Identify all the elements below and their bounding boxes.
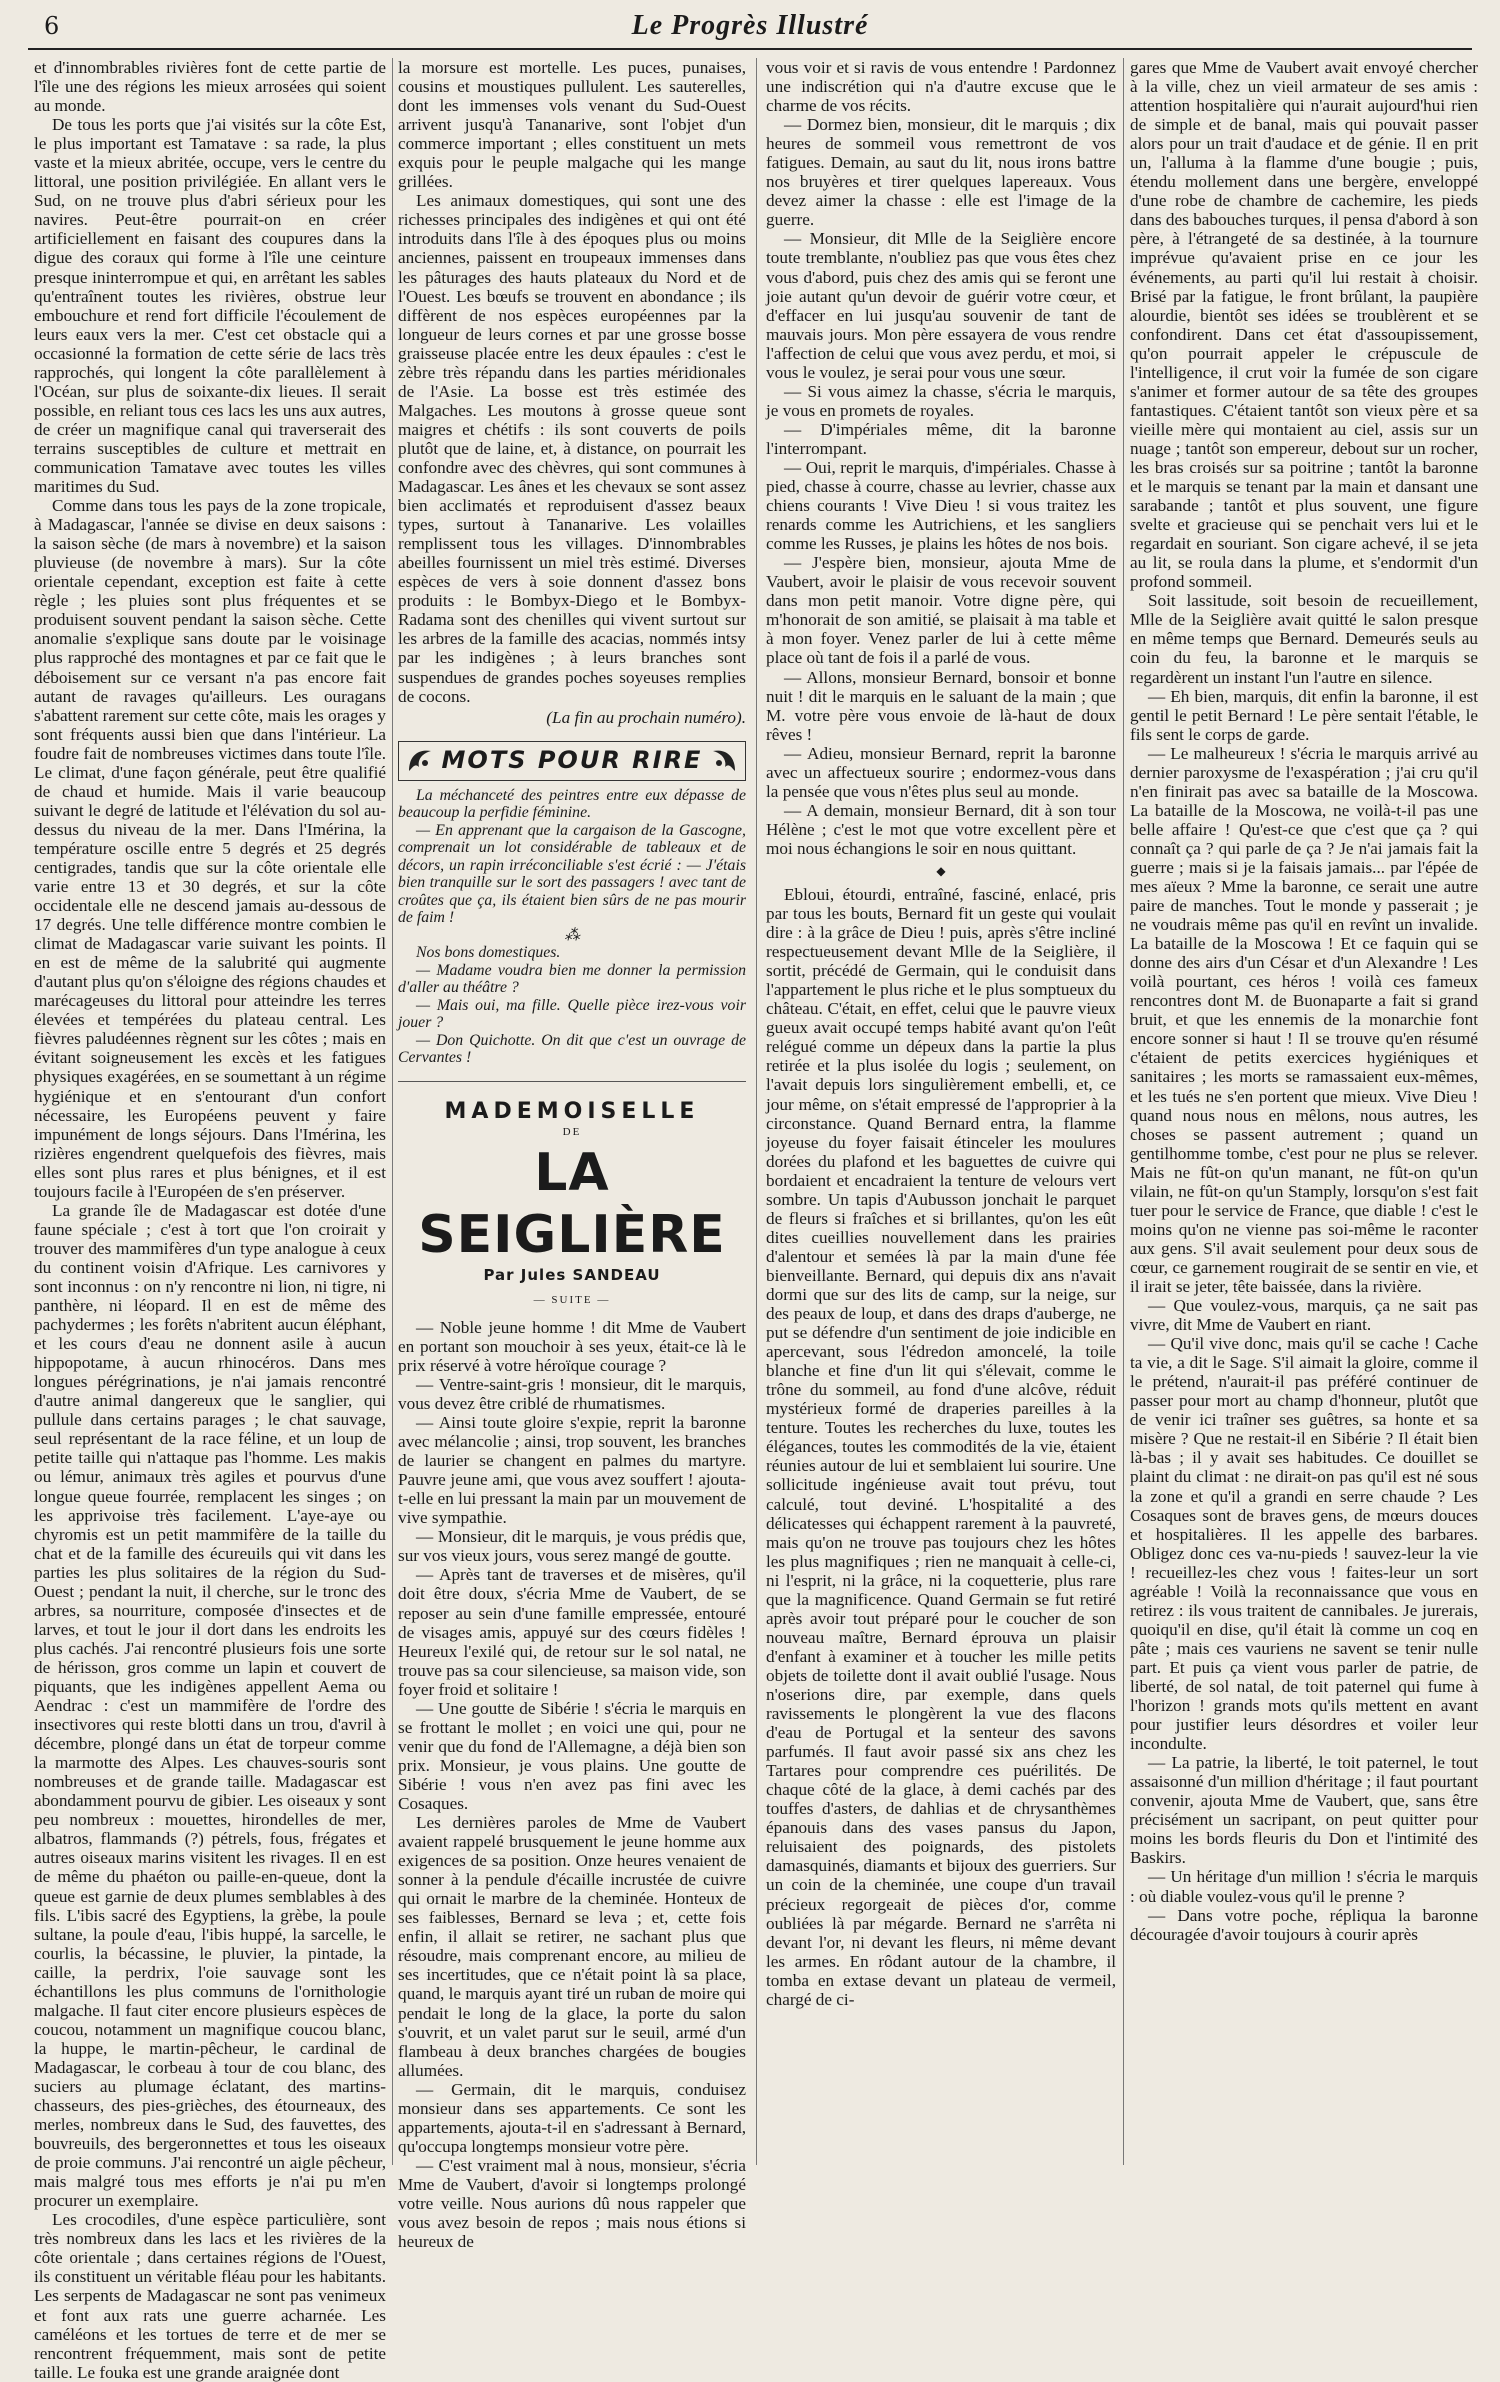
- column-4: [1130, 58, 1478, 2165]
- paragraph: — Monsieur, dit Mlle de la Seiglière encore toute tremblante, n'oubliez pas que vous êtes chez vous d'abord, puis chez des amis qui se feront une joie autant qu'un devoir de guérir votre cœur, et d'effacer en lui jusqu'au souvenir de tant de mauvais jours. Mon père essayera de vous rendre l'affection de celui que vous avez perdu, et moi, si vous le voulez, je serai pour vous une sœur.: [766, 229, 1116, 382]
- paragraph: — Ainsi toute gloire s'expie, reprit la baronne avec mélancolie ; ainsi, trop souvent, les branches de laurier se changent en palmes du martyre. Pauvre jeune ami, que vous avez souffert ! ajouta-t-elle en lui pressant la main par un mouvement de vive sympathie.: [398, 1413, 746, 1528]
- newspaper-masthead: Le Progrès Illustré: [631, 10, 869, 41]
- feuilleton-suite: — SUITE —: [533, 1293, 611, 1306]
- paragraph: — J'espère bien, monsieur, ajouta Mme de Vaubert, avoir le plaisir de vous recevoir souvent dans mon petit manoir. Votre digne père, qui m'honorait de son amitié, se plaisait à ma table et à mon foyer. Venez parler de lui à cette même place où tant de fois il a parlé de vous.: [766, 553, 1116, 668]
- column-divider: [756, 58, 757, 2165]
- paragraph: Ebloui, étourdi, entraîné, fasciné, enlacé, pris par tous les bouts, Bernard fit un geste qui voulait dire : à la grâce de Dieu ! puis, après s'être incliné respectueusement devant Mlle de la Seiglière, il sortit, précédé de Germain, qui le conduisit dans l'appartement le plus riche et le plus somptueux du château. C'était, en effet, celui que le pauvre vieux gueux avait occupé temps habité avant qu'on l'eût relégué comme un dépeux dans la partie la plus retirée et la plus isolée du logis ; seulement, on l'avait depuis lors singulièrement embelli, et, ce jour même, on s'était empressé de l'approprier à la circonstance. Quand Bernard entra, la flamme joyeuse du foyer faisait étinceler les moulures dorées du plafond et les baguettes de cuivre qui bordaient et encadraient la tenture de velours vert sombre. Un tapis d'Aubusson jonchait le parquet de fleurs si fraîches et si brillantes, qu'on les eût dites cueillies nouvellement dans les prairies d'alentour et semées là par la main d'une fée bienveillante. Bernard, qui depuis dix ans n'avait dormi que sur des lits de camp, sur la neige, sur des peaux de loup, et dans des draps d'auberge, ne put se défendre d'un sentiment de joie indicible en apercevant, sous l'édredon amoncelé, la toile blanche et fine d'un lit qui s'élevait, comme le trône du sommeil, au fond d'une alcôve, réduit mystérieux formé de draperies pareilles à la tenture. Toutes les recherches du luxe, toutes les élégances, toutes les commodités de la vie, étaient réunies autour de lui et semblaient lui sourire. Une sollicitude ingénieuse avait tout prévu, tout calculé, tout deviné. L'hospitalité a des délicatesses qui échappent rarement à la pauvreté, mais qu'on ne trouve pas toujours chez les hôtes les plus magnifiques ; rien ne manquait à celle-ci, ni l'esprit, ni la grâce, ni la coquetterie, plus rare que la magnificence. Quand Germain se fut retiré après avoir tout préparé pour le coucher de son nouveau maître, Bernard éprouva un plaisir d'enfant à examiner et à toucher les mille petits objets de toilette dont il avait oublié l'usage. Nous n'oserions dire, par exemple, dans quels ravissements le plongèrent la vue des flacons d'eau de Portugal et la senteur des savons parfumés. Il faut avoir passé six ans chez les Tartares pour comprendre ces puérilités. De chaque côté de la glace, à demi cachés par des touffes d'asters, de dahlias et de chrysanthèmes épanouis dans des vases pansus du Japon, reluisaient des poignards, des pistolets damasquinés, diamants et bijoux des guerriers. Sur un coin de la cheminée, une coupe d'un travail précieux regorgeait de pièces d'or, comme oubliées là par mégarde. Bernard ne s'arrêta ni devant l'or, ni devant les fleurs, ni même devant les armes. En rôdant autour de la chambre, il tomba en extase devant un plateau de vermeil, chargé de ci-: [766, 885, 1116, 2009]
- joke-text: Nos bons domestiques.: [416, 944, 561, 962]
- paragraph: De tous les ports que j'ai visités sur la côte Est, le plus important est Tamatave : sa rade, la plus vaste et la mieux abritée, occupe, vers le centre du littoral, une position privilégiée. En allant vers le Sud, on ne trouve plus d'abri sérieux pour les navires. Peut-être pourrait-on en créer artificiellement en faisant des coupures dans la digue des coraux qui forme à l'île une ceinture presque ininterrompue et qui, en arrêtant les sables qu'entraînent toutes les rivières, obstrue leur embouchure et rend fort difficile l'écoulement de leurs eaux vers la mer. C'est cet obstacle qui a occasionné la formation de cette série de lacs très rapprochés, qui longent la côte parallèlement à l'Océan, sur plus de soixante-dix lieues. Il serait possible, en reliant tous ces lacs les uns aux autres, de créer un magnifique canal qui traverserait des terrains susceptibles de culture et mettrait en communication Tamatave avec toutes les villes maritimes du Sud.: [34, 115, 386, 497]
- paragraph: — Que voulez-vous, marquis, ça ne sait pas vivre, dit Mme de Vaubert en riant.: [1130, 1296, 1478, 1335]
- paragraph: vous voir et si ravis de vous entendre ! Pardonnez une indiscrétion qui n'a d'autre excuse que le charme de vos récits.: [766, 58, 1116, 116]
- section-ornament-icon: ◆: [936, 863, 946, 878]
- asterism-icon: ⁂: [564, 926, 580, 944]
- paragraph: — Qu'il vive donc, mais qu'il se cache ! Cache ta vie, a dit le Sage. S'il aimait la gloire, comme il le prétend, n'aurait-il pas préféré continuer de passer pour mort au champ d'honneur, plutôt que de venir ici traîner ses guêtres, sa honte et sa misère ? Que ne restait-il en Sibérie ? Il était bien là-bas ; il y avait ses habitudes. Ce douillet se plaint du climat : ne dirait-on pas qu'il est né sous la zone et qu'il a grandi en serre chaude ? Les Cosaques sont de braves gens, de mœurs douces et hospitalières. Il les appelle des barbares. Obligez donc ces va-nu-pieds ! sauvez-leur la vie ! recueillez-les chez vous ! faites-leur un sort agréable ! Voilà la reconnaissance que vous en retirez : ils vous traitent de cannibales. Je jurerais, quoiqu'il en dise, qu'il était là comme un coq en pâte ; mais ces vauriens ne savent se tenir nulle part. Et puis ça vient vous parler de patrie, de liberté, de sol natal, de toit paternel qui fume à l'horizon ! grands mots qu'ils mettent en avant pour justifier leurs désordres et voiler leur incondulte.: [1130, 1334, 1478, 1754]
- column-divider: [392, 58, 393, 2165]
- header-rule: [28, 48, 1472, 50]
- mots-pour-rire-title: MOTS POUR RIRE: [441, 746, 703, 775]
- paragraph: — Si vous aimez la chasse, s'écria le marquis, je vous en promets de royales.: [766, 381, 1116, 420]
- joke-text: La méchanceté des peintres entre eux dépasse de beaucoup la perfidie féminine.: [398, 786, 746, 822]
- feuilleton-de: DE: [562, 1125, 582, 1138]
- paragraph: Les dernières paroles de Mme de Vaubert avaient rappelé brusquement le jeune homme aux exigences de sa position. Onze heures venaient de sonner à la pendule d'écaille incrustée de cuivre qui ornait le marbre de la cheminée. Honteux de ses faiblesses, Bernard se leva ; et, cette fois enfin, il allait se retirer, ne sachant plus que résoudre, mais comprenant encore, au milieu de ses incertitudes, que ce n'était point là sa place, quand, le marquis ayant tiré un ruban de moire qui pendait le long de la glace, la porte du salon s'ouvrit, et un valet parut sur le seuil, armé d'un flambeau à deux branches chargées de bougies allumées.: [398, 1813, 746, 2080]
- page-number: 6: [44, 12, 60, 40]
- paragraph: — Noble jeune homme ! dit Mme de Vaubert en portant son mouchoir à ses yeux, était-ce là le prix réservé à votre héroïque courage ?: [398, 1317, 746, 1375]
- paragraph: — Eh bien, marquis, dit enfin la baronne, il est gentil le petit Bernard ! Le père sentait l'étable, le fils sent le corps de garde.: [1130, 686, 1478, 744]
- ornament-icon: [709, 745, 739, 775]
- paragraph: — Un héritage d'un million ! s'écria le marquis : où diable voulez-vous qu'il le prenne ?: [1130, 1867, 1478, 1906]
- paragraph: — A demain, monsieur Bernard, dit à son tour Hélène ; c'est le mot que votre excellent père et moi nous échangions le soir en nous quittant.: [766, 800, 1116, 858]
- paragraph: — Ventre-saint-gris ! monsieur, dit le marquis, vous devez être criblé de rhumatismes.: [398, 1374, 746, 1414]
- paragraph: Soit lassitude, soit besoin de recueillement, Mlle de la Seiglière avait quitté le salon presque en même temps que Bernard. Demeurés seuls au coin du feu, la baronne et le marquis se regardèrent un instant l'un l'autre en silence.: [1130, 591, 1478, 687]
- paragraph: — Monsieur, dit le marquis, je vous prédis que, sur vos vieux jours, vous serez mangé de goutte.: [398, 1527, 746, 1566]
- joke-text: — En apprenant que la cargaison de la Gascogne, comprenait un lot considérable de tableaux et de décors, un rapin irréconciliable s'est écrié : — J'étais bien tranquille sur le sort des passagers ! avec tant de croûtes que ça, ils étaient bien sûrs de ne pas mourir de faim !: [398, 821, 746, 927]
- jokes-section: [398, 787, 746, 1067]
- paragraph: Les crocodiles, d'une espèce particulière, sont très nombreux dans les lacs et les rivières de la côte orientale ; dans certaines régions de l'Ouest, ils constituent un véritable fléau pour les habitants. Les serpents de Madagascar ne sont pas venimeux et font aux rats une guerre acharnée. Les caméléons et les tortues de terre et de mer se rencontrent fréquemment, mais sont de petite taille. Le fouka est une grande araignée dont: [34, 2210, 386, 2382]
- paragraph: et d'innombrables rivières font de cette partie de l'île une des régions les mieux arrosées qui soient au monde.: [34, 58, 386, 116]
- paragraph: — Le malheureux ! s'écria le marquis arrivé au dernier paroxysme de l'exaspération ; j'ai cru qu'il n'en finirait pas avec sa bataille de la Moscowa. La bataille de la Moscowa, ne voilà-t-il pas une belle affaire ! Qu'est-ce que c'est que ça ? qui connaît ça ? qui parle de ça ? Je n'ai jamais fait la guerre ; mais si je la faisais jamais... par l'épée de mes aïeux ? Mme la baronne, ce serait une autre paire de manches. Tout le monde y passerait ; je ne voudrais même pas qu'il en revînt un invalide. La bataille de la Moscowa ! Et ce faquin qui se donne des airs d'un César et d'un Alexandre ! Les voilà pourtant, ces héros ! voilà ces fameux rencontres dont M. de Buonaparte a fait si grand bruit, et que les ennemis de la monarchie font encore sonner si haut ! Il se trouve qu'en résumé c'étaient de petits exercices hygiéniques et sanitaires ; les morts se ramassaient eux-mêmes, et les tués ne s'en portent que mieux. Vive Dieu ! quand nous nous en mêlons, nous autres, les choses se passent autrement ; quand un gentilhomme tombe, c'est pour ne plus se relever. Mais ne fût-on qu'un manant, ne fût-on qu'un vilain, ne fût-on qu'un Stamply, lorsqu'on s'est fait tuer pour le service de France, que diable ! c'est le moins qu'on ne vienne pas soi-même le raconter aux gens. S'il avait seulement pour deux sous de cœur, ce garnement rougirait de se sentir en vie, et il irait se jeter, tête baissée, dans la rivière.: [1130, 743, 1478, 1296]
- joke-text: — Mais oui, ma fille. Quelle pièce irez-vous voir jouer ?: [398, 996, 746, 1032]
- column-2: [398, 58, 746, 2252]
- paragraph: — Allons, monsieur Bernard, bonsoir et bonne nuit ! dit le marquis en le saluant de la main ; que M. votre père vous envoie de là-haut de doux rêves !: [766, 667, 1116, 744]
- paragraph: — C'est vraiment mal à nous, monsieur, s'écria Mme de Vaubert, d'avoir si longtemps prolongé votre veille. Nous aurions dû nous rappeler que vous avez besoin de repos ; mais nous étions si heureux de: [398, 2155, 746, 2252]
- joke-text: — Madame voudra bien me donner la permission d'aller au théâtre ?: [398, 961, 746, 997]
- paragraph: — Germain, dit le marquis, conduisez monsieur dans ses appartements. Ce sont les appartements, ajouta-t-il en s'adressant à Bernard, qu'occupa longtemps monsieur votre père.: [398, 2079, 746, 2156]
- feuilleton-author: Par Jules SANDEAU: [483, 1265, 661, 1284]
- to-be-continued: (La fin au prochain numéro).: [546, 707, 746, 727]
- feuilleton-kicker: MADEMOISELLE: [444, 1098, 700, 1124]
- paragraph: — Dormez bien, monsieur, dit le marquis ; dix heures de sommeil vous remettront de vos fatigues. Demain, au saut du lit, nous irons battre nos bruyères et tirer quelques lapereaux. Vous devez aimer la chasse : elle est l'image de la guerre.: [766, 115, 1116, 230]
- mots-pour-rire-banner: [398, 741, 746, 781]
- section-divider: [398, 1081, 746, 1082]
- paragraph: Les animaux domestiques, qui sont une des richesses principales des indigènes et qui ont été introduits dans l'île à des époques plus ou moins anciennes, paissent en troupeaux immenses dans les pâturages des hauts plateaux du Nord et de l'Ouest. Les bœufs se trouvent en abondance ; ils diffèrent de nos espèces européennes par la longueur de leurs cornes et par une grosse bosse graisseuse placée entre les deux épaules : c'est le zèbre très répandu dans les parties méridionales de l'Asie. La bosse est très estimée des Malgaches. Les moutons à grosse queue sont maigres et chétifs : ils sont couverts de poils plutôt que de laine, et, à distance, on pourrait les confondre avec des chèvres, qui sont communes à Madagascar. Les ânes et les chevaux se sont assez bien acclimatés et reproduisent d'assez beaux types, surtout à Tananarive. Les volailles remplissent tous les villages. D'innombrables abeilles fournissent un miel très estimé. Diverses espèces de vers à soie donnent d'assez bons produits : le Bombyx-Diego et le Bombyx-Radama sont des chenilles qui vivent surtout sur les arbres de la famille des acacias, nommés intsy par les indigènes ; à leurs branches sont suspendues de grandes poches soyeuses remplies de cocons.: [398, 191, 746, 706]
- paragraph: — Adieu, monsieur Bernard, reprit la baronne avec un affectueux sourire ; endormez-vous dans la pensée que vous n'êtes plus seul au monde.: [766, 743, 1116, 801]
- paragraph: La grande île de Madagascar est dotée d'une faune spéciale ; c'est à tort que l'on croirait y trouver des mammifères d'un type analogue à ceux du continent voisin d'Afrique. Les carnivores y sont inconnus : on n'y rencontre ni lion, ni tigre, ni panthère, ni léopard. Il en est de même des pachydermes ; les forêts n'abritent aucun éléphant, et les cours d'eau ne donnent asile à aucun hippopotame, à aucun rhinocéros. Dans mes longues pérégrinations, je n'ai jamais rencontré d'autre animal dangereux que le sanglier, qui pullule dans certains parages ; le chat sauvage, seul représentant de la race féline, et un loup de petite taille qui n'attaque pas l'homme. Les makis ou lémur, animaux très agiles et pourvus d'une longue queue fourrée, remplacent les singes ; on les apprivoise très facilement. L'aye-aye ou chyromis est un petit mammifère de la taille du chat et de la famille des écureuils qui vit dans les parties les plus solitaires de la région du Sud-Ouest ; pendant la nuit, il cherche, sur le tronc des arbres, sa nourriture, composée d'insectes et de larves, et tout le jour il dort dans les endroits les plus cachés. J'ai rencontré plusieurs fois une sorte de hérisson, gros comme un lapin et couvert de piquants, que les indigènes appellent Aema ou Aendrac : c'est un mammifère de l'ordre des insectivores qui reste blotti dans un trou, d'avril à décembre, plongé dans un état de torpeur comme la marmotte des Alpes. Les chauves-souris sont nombreuses et de grande taille. Madagascar est abondamment pourvu de gibier. Les oiseaux y sont peu nombreux : mouettes, hirondelles de mer, albatros, flammands (?) pétrels, fous, frégates et autres oiseaux marins visitent les rivages. Il en est de même du phaéton ou paille-en-queue, dont la queue est garnie de deux plumes semblables à des fils. L'ibis sacré des Egyptiens, la grèbe, la poule sultane, la poule d'eau, l'ibis huppé, la sarcelle, le courlis, la bécassine, le pluvier, la pintade, la caille, la perdrix, l'oie sauvage sont les échantillons les plus communs de l'ornithologie malgache. Il faut citer encore plusieurs espèces de coucou, notamment un magnifique coucou blanc, la huppe, le martin-pêcheur, le cardinal de Madagascar, le corbeau à tour de cou blanc, des suciers au plumage éclatant, des martins-chasseurs, des pies-grièches, des étourneaux, des merles, nombreux dans le Sud, des fauvettes, des bouvreuils, des bergeronnettes et tous les oiseaux de proie communs. J'ai rencontré un aigle pêcheur, mais malgré tous mes efforts je n'ai pu m'en procurer un exemplaire.: [34, 1200, 386, 2211]
- feuilleton-title: LA SEIGLIÈRE: [418, 1142, 726, 1265]
- column-3: [766, 58, 1116, 2165]
- paragraph: Comme dans tous les pays de la zone tropicale, à Madagascar, l'année se divise en deux saisons : la saison sèche (de mars à novembre) et la saison pluvieuse (de novembre à mars). Sur la côte orientale cependant, exception est faite à cette règle ; les pluies sont plus fréquentes et se produisent souvent pendant la saison sèche. Cette anomalie s'explique sans doute par le voisinage plus rapproché des montagnes et par ce fait que le déboisement sur ce versant n'a pas encore fait autant de ravages qu'ailleurs. Les ouragans s'abattent rarement sur cette côte, mais les orages y sont fréquents aussi bien que dans l'intérieur. La foudre fait de nombreuses victimes dans toute l'île. Le climat, d'une façon générale, peut être qualifié de chaud et humide. Mais il varie beaucoup suivant le degré de latitude et l'élévation du sol au-dessus du niveau de la mer. Dans l'Imérina, la température oscille entre 5 degrés et 25 degrés centigrades, tandis que sur la côte orientale elle varie entre 13 et 30 degrés, et sur la côte occidentale elle ne descend jamais au-dessous de 17 degrés. Une telle différence montre combien le climat de Madagascar varie suivant les points. Il en est de même de la salubrité qui augmente d'autant plus qu'on s'éloigne des régions chaudes et marécageuses du littoral pour atteindre les terres élevées et tempérées du plateau central. Les fièvres paludéennes règnent sur les côtes ; mais en évitant soigneusement les excès et les fatigues physiques exagérées, en se soumettant à un régime hygiénique et en s'entourant d'un confort nécessaire, les Européens peuvent y faire impunément de longs séjours. Dans l'Imérina, les rizières engendrent quelquefois des fièvres, mais elles sont plus rares et plus bénignes, et il est toujours facile à l'Européen de s'en préserver.: [34, 496, 386, 1201]
- column-1: [34, 58, 386, 2382]
- paragraph: gares que Mme de Vaubert avait envoyé chercher à la ville, chez un vieil armateur de ses amis : attention hospitalière qui n'aurait aujourd'hui rien de simple et de banal, mais qui pouvait passer alors pour un trait d'audace et de génie. Il en prit un, l'alluma à la flamme d'une bougie ; puis, étendu mollement dans une bergère, enveloppé d'une robe de chambre de cachemire, les pieds dans des babouches turques, il pensa d'abord à son père, à l'étrangeté de sa destinée, à la tournure imprévue qu'avaient prise en ce jour les événements, au parti qu'il lui restait à choisir. Brisé par la fatigue, le front brûlant, la paupière alourdie, bientôt ses idées se troublèrent et se confondirent. Dans cet état d'assoupissement, qu'on pourrait appeler le crépuscule de l'intelligence, il crut voir la fumée de son cigare s'animer et former autour de sa tête des groupes fantastiques. C'étaient tantôt son vieux père et sa vieille mère qui montaient au ciel, assis sur un nuage ; tantôt son empereur, debout sur un rocher, les bras croisés sur sa poitrine ; tantôt la baronne et le marquis se tenant par la main et dansant une sarabande ; tantôt et plus souvent, une figure svelte et gracieuse qui se penchait vers lui et le regardait en souriant. Son cigare achevé, il se jeta au lit, se roula dans la plume, et s'endormit d'un profond sommeil.: [1130, 58, 1478, 592]
- page-header: [28, 8, 1472, 46]
- paragraph: — D'impériales même, dit la baronne l'interrompant.: [766, 419, 1116, 458]
- column-divider: [1123, 58, 1124, 2165]
- paragraph: — Oui, reprit le marquis, d'impériales. Chasse à pied, chasse à courre, chasse au levrier, chasse aux chiens courants ! Vive Dieu ! si vous traitez les renards comme les Autrichiens, et les sangliers comme les Russes, je plains les hôtes de nos bois.: [766, 457, 1116, 554]
- ornament-icon: [405, 745, 435, 775]
- joke-text: — Don Quichotte. On dit que c'est un ouvrage de Cervantes !: [398, 1031, 746, 1067]
- paragraph: — Dans votre poche, répliqua la baronne découragée d'avoir toujours à courir après: [1130, 1905, 1478, 1944]
- paragraph: — La patrie, la liberté, le toit paternel, le tout assaisonné d'un million d'héritage ; il faut pourtant convenir, ajouta Mme de Vaubert, que, sans être précisément un sacripant, on peut quitter pour moins les bords fleuris du Don et l'intimité des Baskirs.: [1130, 1753, 1478, 1868]
- paragraph: la morsure est mortelle. Les puces, punaises, cousins et moustiques pullulent. Les sauterelles, dont les immenses vols venant du Sud-Ouest arrivent jusqu'à Tananarive, sont l'objet d'un commerce important ; elles constituent un mets exquis pour le peuple malgache qui les mange grillées.: [398, 58, 746, 192]
- paragraph: — Une goutte de Sibérie ! s'écria le marquis en se frottant le mollet ; en voici une qui, pour ne venir que du fond de l'Allemagne, a déjà bien son prix. Monsieur, je vous plains. Une goutte de Sibérie ! vous n'en avez pas fini avec les Cosaques.: [398, 1698, 746, 1813]
- paragraph: — Après tant de traverses et de misères, qu'il doit être doux, s'écria Mme de Vaubert, de se reposer au sein d'une famille empressée, entouré de visages amis, appuyé sur des cœurs fidèles ! Heureux l'exilé qui, de retour sur le sol natal, ne trouve pas sa cour silencieuse, sa maison vide, son foyer froid et solitaire !: [398, 1565, 746, 1699]
